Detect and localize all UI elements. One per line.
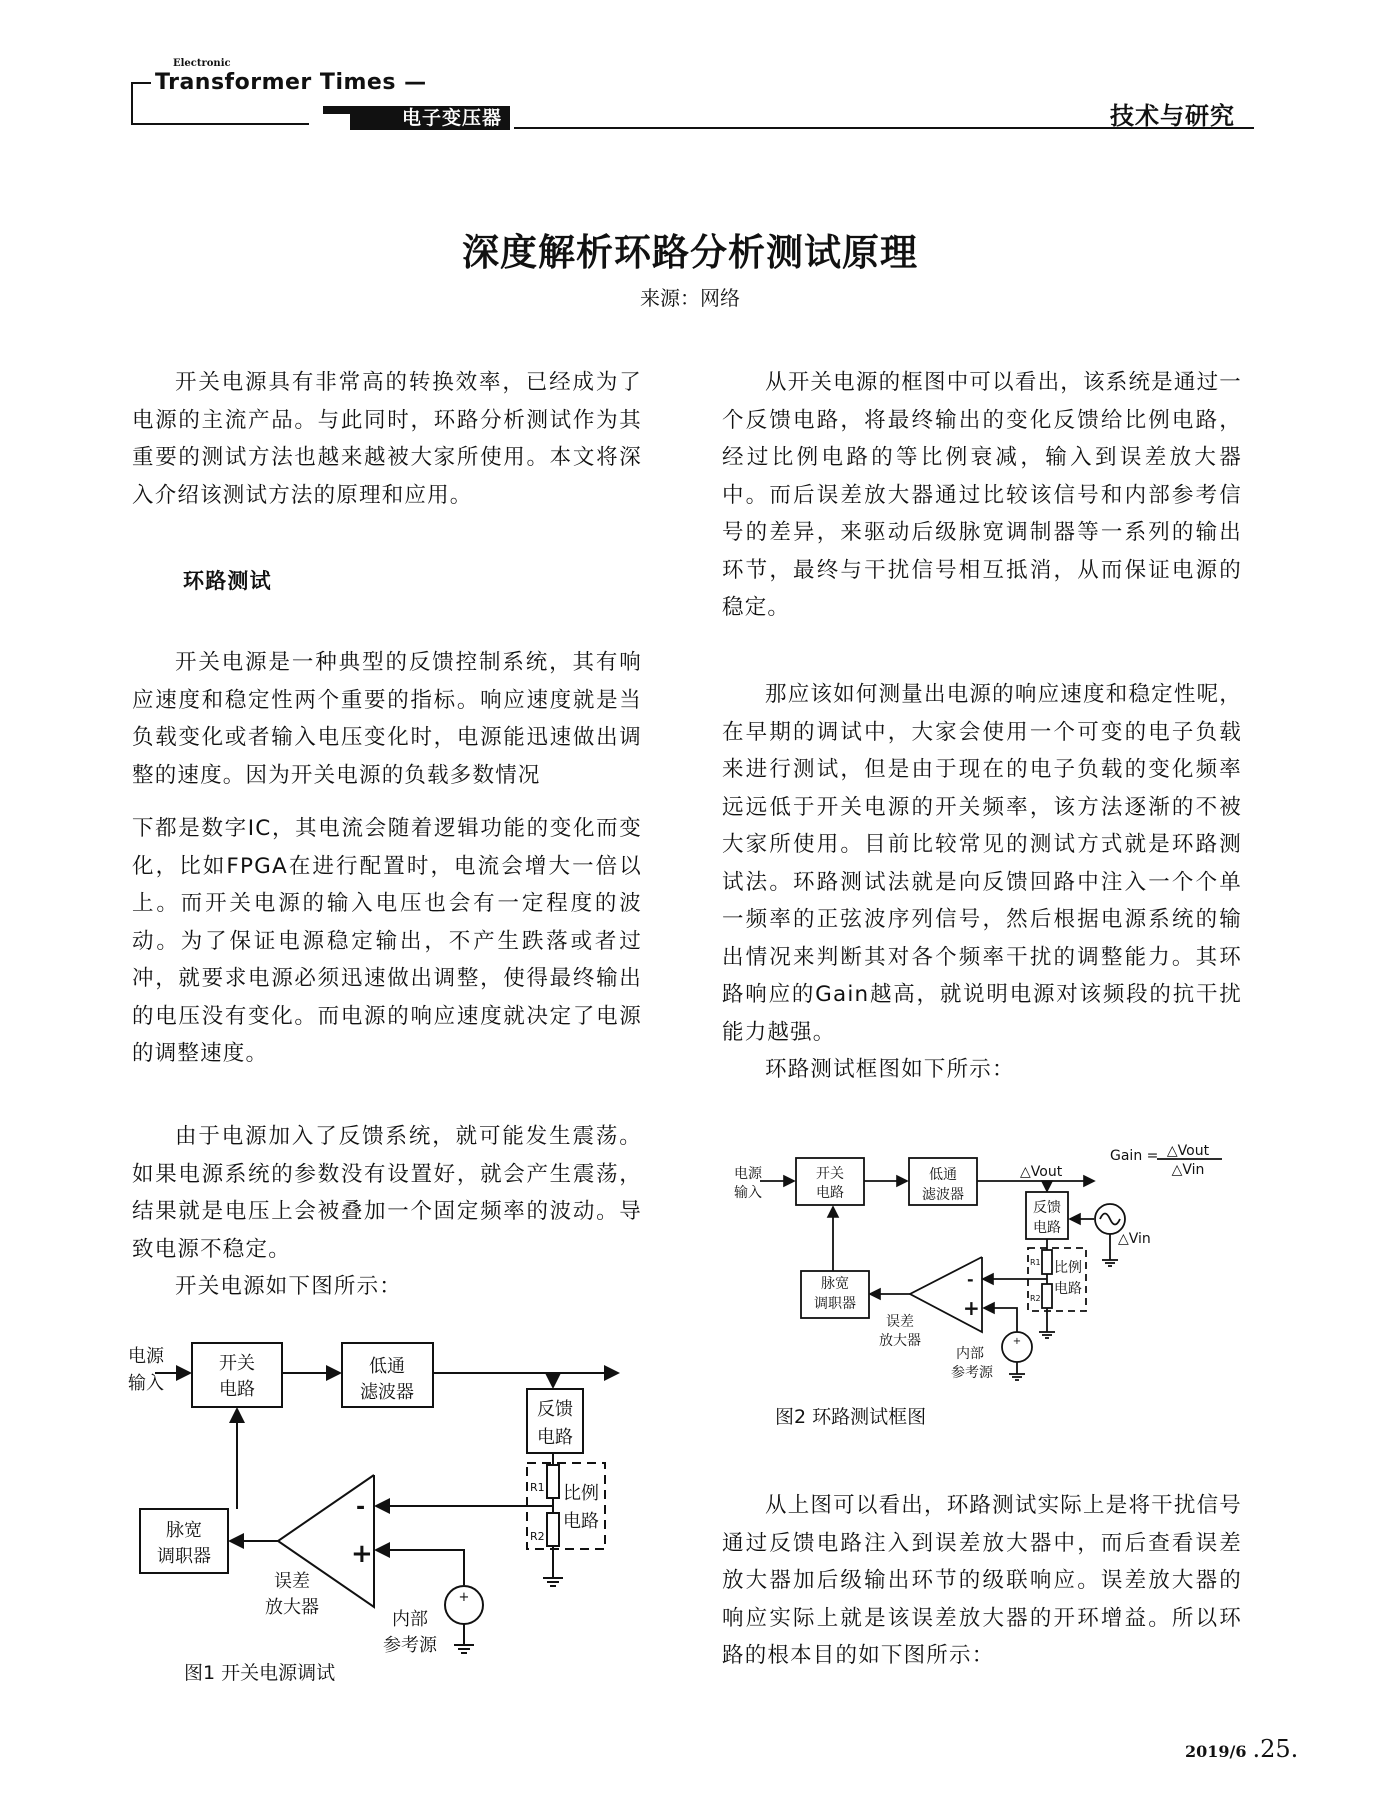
figure-1-diagram <box>120 1325 680 1675</box>
label-gain-numerator: △Vout <box>1166 1143 1210 1159</box>
paragraph: 开关电源是一种典型的反馈控制系统，其有响应速度和稳定性两个重要的指标。响应速度就是当负载变化或者输入电压变化时，电源能迅速做出调整的速度。因为开关电源的负载多数情况 <box>132 650 642 788</box>
paragraph: 由于电源加入了反馈系统，就可能发生震荡。如果电源系统的参数没有设置好，就会产生震荡，结果就是电压上会被叠加一个固定频率的波动。导致电源不稳定。 <box>132 1124 642 1262</box>
logo-transformer-times <box>155 70 427 95</box>
journal-badge <box>380 106 510 152</box>
label-lpf-1: 低通 <box>369 1356 405 1377</box>
section-label: 技术与研究 <box>1110 102 1235 130</box>
article-source: 来源：网络 <box>640 286 740 310</box>
label-lpf-2: 滤波器 <box>922 1187 964 1203</box>
r1-resistor <box>1042 1250 1052 1274</box>
left-column-para2b <box>132 810 642 1073</box>
right-column-para2 <box>722 676 1242 1089</box>
badge-suffix: 专辑 <box>486 138 494 152</box>
logo-main-text: Transformer Times <box>155 70 396 95</box>
section-heading-loop-test: 环路测试 <box>183 568 272 593</box>
label-delta-vin: △Vin <box>1118 1231 1151 1247</box>
paragraph: 开关电源如下图所示： <box>175 1274 403 1299</box>
label-ratio-2: 电路 <box>563 1511 599 1532</box>
page-footer <box>1185 1735 1298 1763</box>
paragraph: 下都是数字IC，其电流会随着逻辑功能的变化而变化，比如FPGA在进行配置时，电流会增大一倍以上。而开关电源的输入电压也会有一定程度的波动。为了保证电源稳定输出，不产生跌落或者过冲，就要求电源必须迅速做出调整，使得最终输出的电压没有变化。而电源的响应速度就决定了电源的调整速度。 <box>132 816 642 1066</box>
label-gain-denominator: △Vin <box>1171 1162 1205 1178</box>
paragraph: 开关电源具有非常高的转换效率，已经成为了电源的主流产品。与此同时，环路分析测试作为其重要的测试方法也越来越被大家所使用。本文将深入介绍该测试方法的原理和应用。 <box>132 370 642 508</box>
label-ref-2: 参考源 <box>383 1635 437 1656</box>
label-plus: + <box>963 1296 980 1320</box>
right-column-para4 <box>722 1487 1242 1675</box>
label-power-input-1: 电源 <box>128 1346 164 1367</box>
label-lpf-1: 低通 <box>929 1167 957 1183</box>
label-error-amp-2: 放大器 <box>265 1597 319 1618</box>
label-error-amp-1: 误差 <box>274 1571 310 1592</box>
paragraph: 环路测试框图如下所示： <box>765 1057 1015 1082</box>
label-r1: R1 <box>530 1481 545 1494</box>
header-rule-left-top <box>131 82 151 84</box>
label-power-input-2: 输入 <box>128 1373 164 1394</box>
label-lpf-2: 滤波器 <box>360 1382 414 1403</box>
label-feedback-2: 电路 <box>1033 1220 1061 1236</box>
label-pwm-1: 脉宽 <box>166 1520 202 1541</box>
label-ref-2: 参考源 <box>951 1365 993 1381</box>
figure-2-caption: 图2 环路测试框图 <box>775 1406 927 1428</box>
label-switch-2: 电路 <box>816 1185 844 1201</box>
label-error-amp-1: 误差 <box>886 1314 914 1330</box>
left-column-para2 <box>132 644 642 794</box>
left-column-para3 <box>132 1118 642 1306</box>
label-ratio-1: 比例 <box>563 1483 599 1504</box>
logo-dash: — <box>395 70 427 95</box>
label-switch-1: 开关 <box>816 1166 844 1182</box>
label-switch-1: 开关 <box>219 1353 255 1374</box>
label-feedback-1: 反馈 <box>1033 1200 1061 1216</box>
header-rule-step <box>323 106 383 114</box>
sine-wave-icon <box>1100 1214 1120 1225</box>
figure-2-diagram <box>720 1120 1280 1382</box>
label-power-input-2: 输入 <box>734 1185 762 1201</box>
label-delta-vout: △Vout <box>1020 1164 1063 1180</box>
label-minus: - <box>967 1270 974 1289</box>
right-column-para1 <box>722 364 1242 627</box>
label-pwm-2: 调职器 <box>157 1546 211 1567</box>
paragraph: 从上图可以看出，环路测试实际上是将干扰信号通过反馈电路注入到误差放大器中，而后查看误差放大器加后级输出环节的级联响应。误差放大器的响应实际上就是该误差放大器的开环增益。所以环路的根本目的如下图所示： <box>722 1493 1242 1668</box>
plus-input-line <box>376 1550 464 1585</box>
label-gain: Gain = <box>1110 1148 1159 1164</box>
label-ref-1: 内部 <box>392 1609 428 1630</box>
page-number: .25. <box>1252 1735 1299 1763</box>
label-switch-2: 电路 <box>219 1379 255 1400</box>
r2-resistor <box>547 1513 559 1546</box>
header-rule-left-bottom <box>131 123 309 125</box>
label-power-input-1: 电源 <box>734 1166 762 1182</box>
label-r1: R1 <box>1030 1258 1041 1267</box>
label-pwm-2: 调职器 <box>814 1296 856 1312</box>
label-r2: R2 <box>1030 1294 1041 1303</box>
ref-plus-sign: + <box>458 1590 470 1605</box>
issue-date: 2019/6 <box>1185 1742 1247 1761</box>
label-ratio-1: 比例 <box>1054 1260 1082 1276</box>
label-r2: R2 <box>530 1530 545 1543</box>
r1-resistor <box>547 1465 559 1498</box>
logo-electronic: Electronic <box>173 58 231 69</box>
label-error-amp-2: 放大器 <box>879 1333 921 1349</box>
label-minus: - <box>356 1495 366 1520</box>
label-plus: + <box>351 1539 373 1569</box>
label-pwm-1: 脉宽 <box>821 1276 849 1292</box>
r2-resistor <box>1042 1284 1052 1308</box>
label-feedback-1: 反馈 <box>537 1399 573 1420</box>
figure-1-caption: 图1 开关电源调试 <box>184 1662 336 1684</box>
paragraph: 那应该如何测量出电源的响应速度和稳定性呢，在早期的调试中，大家会使用一个可变的电子负载来进行测试，但是由于现在的电子负载的变化频率远远低于开关电源的开关频率，该方法逐渐的不被大家所使用。目前比较常见的测试方式就是环路测试法。环路测试法就是向反馈回路中注入一个个单一频率的正弦波序列信号，然后根据电源系统的输出情况来判断其对各个频率干扰的调整能力。其环路响应的Gain越高，就说明电源对该频段的抗干扰能力越强。 <box>722 682 1242 1045</box>
left-column <box>132 364 642 514</box>
ref-plus-sign: + <box>1012 1336 1022 1347</box>
label-ratio-2: 电路 <box>1054 1281 1082 1297</box>
article-title: 深度解析环路分析测试原理 <box>462 230 918 274</box>
error-amp-triangle <box>910 1257 982 1332</box>
paragraph: 从开关电源的框图中可以看出，该系统是通过一个反馈电路，将最终输出的变化反馈给比例电路，经过比例电路的等比例衰减，输入到误差放大器中。而后误差放大器通过比较该信号和内部参考信号的差异，来驱动后级脉宽调制器等一系列的输出环节，最终与干扰信号相互抵消，从而保证电源的稳定。 <box>722 370 1242 620</box>
label-ref-1: 内部 <box>956 1346 984 1362</box>
badge-text: 电子变压器 <box>401 107 502 129</box>
header-rule-left-vertical <box>131 82 133 124</box>
label-feedback-2: 电路 <box>537 1427 573 1448</box>
